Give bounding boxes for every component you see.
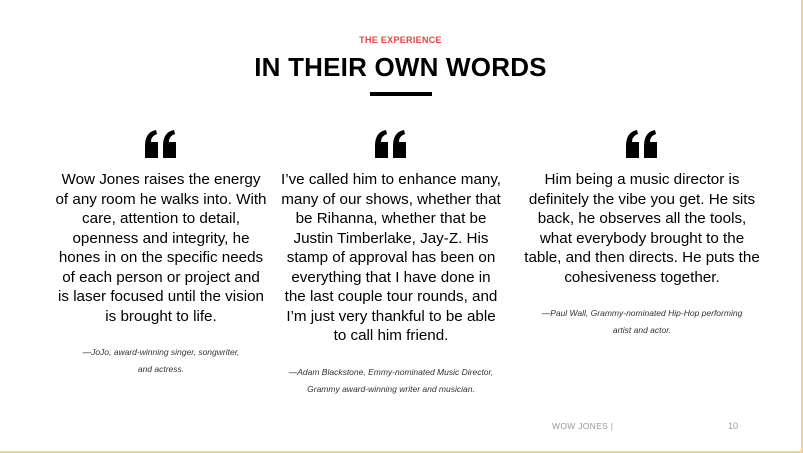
- testimonial-quote: Him being a music director is definitely the vibe you get. He sits back, he observes all the tools, what everybody brought to the table, and then directs. He puts the cohesiveness together.: [524, 171, 760, 286]
- testimonial-quote: I’ve called him to enhance many, many of our shows, whether that be Rihanna, whether that be Justin Timberlake, Jay-Z. His stamp of approval has been on everything that I have done in the last couple tour rounds, and I’m just very thankful to be able to call him friend.: [280, 171, 502, 344]
- quote-icon: [55, 128, 267, 162]
- title-underline: [370, 92, 432, 96]
- page-title: IN THEIR OWN WORDS: [254, 52, 547, 82]
- testimonial-card-adam-blackstone: [280, 128, 502, 398]
- testimonial-attribution: —JoJo, award-winning singer, songwriter, and actress.: [82, 347, 240, 374]
- testimonial-card-paul-wall: [520, 128, 764, 339]
- quote-icon: [280, 128, 502, 162]
- testimonial-quote: Wow Jones raises the energy of any room he walks into. With care, attention to detail, openness and integrity, he hones in on the specific needs of each person or project and is laser focused until the vision is brought to life.: [55, 171, 267, 325]
- quote-icon: [520, 128, 764, 162]
- section-eyebrow: THE EXPERIENCE: [359, 35, 442, 45]
- testimonial-attribution: —Paul Wall, Grammy-nominated Hip-Hop performing artist and actor.: [541, 308, 743, 335]
- page-number: 10: [728, 421, 739, 431]
- testimonial-card-jojo: [55, 128, 267, 378]
- footer-brand: WOW JONES |: [552, 421, 614, 431]
- testimonial-attribution: —Adam Blackstone, Emmy-nominated Music Director, Grammy award-winning writer and musician.: [288, 366, 494, 394]
